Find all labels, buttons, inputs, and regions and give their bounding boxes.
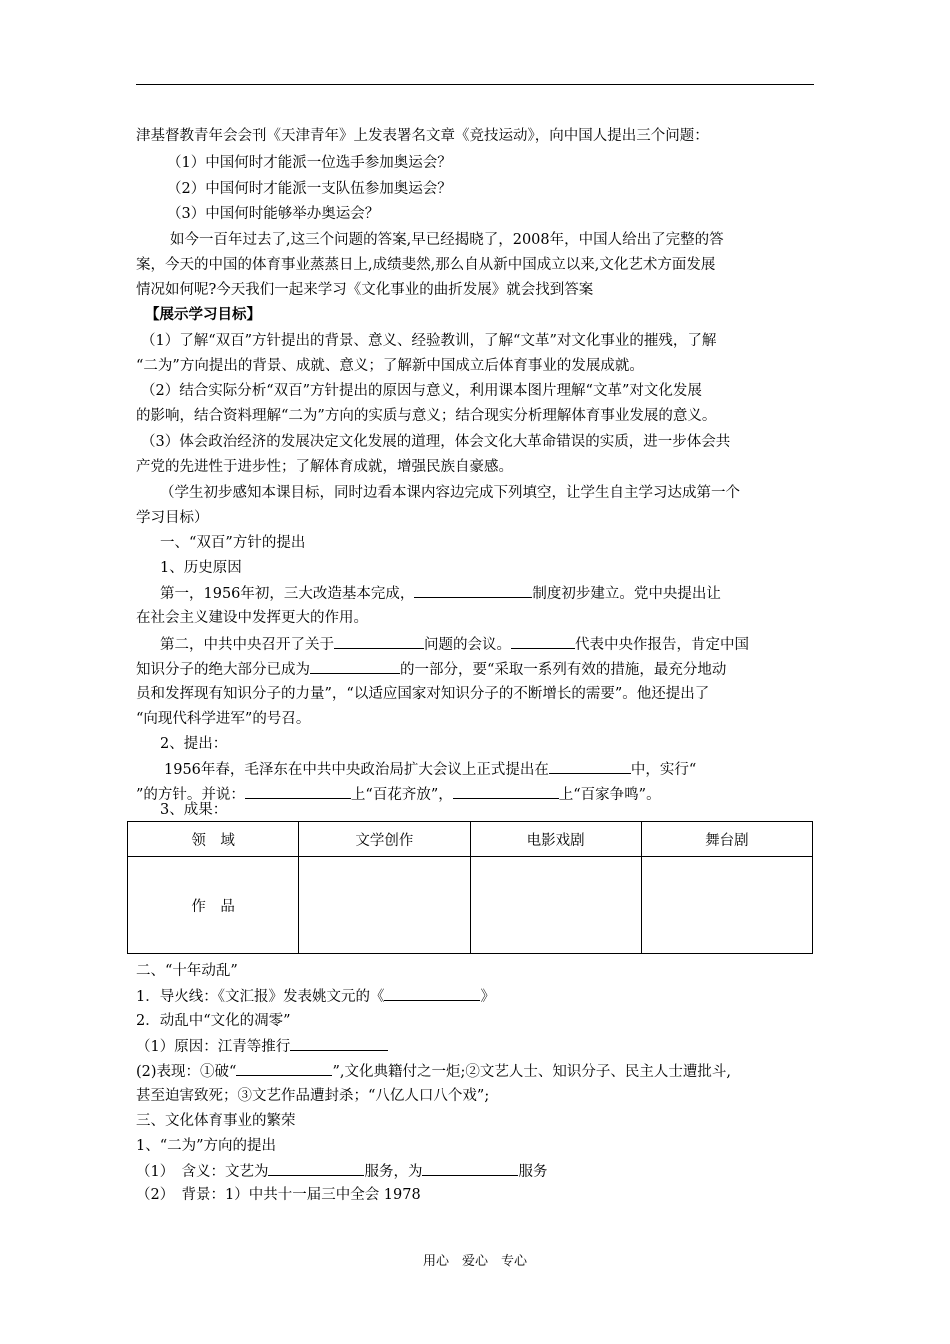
question-2: （2）中国何时才能派一支队伍参加奥运会？ <box>167 181 452 197</box>
table-cell-film-drama[interactable] <box>470 857 641 954</box>
propose-text-b: 中，实行“ <box>630 762 697 778</box>
fuse-text-a: 1．导火线：《文汇报》发表姚文元的《 <box>136 989 385 1005</box>
goal-1a: （1）了解“双百”方针提出的背景、意义、经验教训，了解“文革”对文化事业的摧残，了解 <box>141 333 717 349</box>
show-text-b: ”,文化典籍付之一炬;②文艺人士、知识分子、民主人士遭批斗, <box>332 1064 731 1080</box>
second-reason-text-e: 的一部分，要“采取一系列有效的措施，最充分地动 <box>400 662 727 678</box>
cause-line <box>136 1036 388 1057</box>
fill-blank[interactable] <box>245 784 351 799</box>
intro-paragraph-1: 如今一百年过去了,这三个问题的答案,早已经揭晓了，2008年，中国人给出了完整的答 <box>170 232 724 248</box>
first-reason-line <box>160 583 721 604</box>
background-line: （2） 背景：1）中共十一届三中全会 1978 <box>136 1187 421 1203</box>
second-reason-text-a: 第二，中共中央召开了关于 <box>160 637 334 653</box>
table-header-literature: 文学创作 <box>299 822 470 857</box>
table-header-domain: 领 域 <box>128 822 299 857</box>
table-header-stage: 舞台剧 <box>641 822 812 857</box>
second-reason-line-2 <box>136 659 726 680</box>
second-reason-line-3: 员和发挥现有知识分子的力量”，“以适应国家对知识分子的不断增长的需要”。他还提出了 <box>136 686 710 702</box>
results-table <box>127 821 813 954</box>
second-reason-line-4: “向现代科学进军”的号召。 <box>136 711 311 727</box>
result-title: 3、成果： <box>160 802 228 818</box>
show-line-2: 甚至迫害致死；③文艺作品遭封杀；“八亿人口八个戏”; <box>136 1088 490 1104</box>
fuse-line <box>136 986 495 1007</box>
note-line-a: （学生初步感知本课目标，同时边看本课内容边完成下列填空，让学生自主学习达成第一个 <box>160 485 740 501</box>
section-2-title: 二、“十年动乱” <box>136 963 238 979</box>
second-reason-text-b: 问题的会议。 <box>424 637 511 653</box>
meaning-line <box>136 1161 547 1182</box>
show-line-1 <box>136 1061 731 1082</box>
fill-blank[interactable] <box>334 634 424 649</box>
table-header-film-drama: 电影戏剧 <box>470 822 641 857</box>
goal-1b: “二为”方向提出的背景、成就、意义；了解新中国成立后体育事业的发展成就。 <box>136 358 644 374</box>
fill-blank[interactable] <box>310 659 400 674</box>
goal-3b: 产党的先进性于进步性；了解体育成就，增强民族自豪感。 <box>136 459 513 475</box>
propose-title: 2、提出： <box>160 736 228 752</box>
first-reason-text-b: 制度初步建立。党中央提出让 <box>532 586 721 602</box>
question-1: （1）中国何时才能派一位选手参加奥运会？ <box>167 155 452 171</box>
first-reason-text-a: 第一，1956年初，三大改造基本完成， <box>160 586 415 602</box>
fill-blank[interactable] <box>236 1061 332 1076</box>
propose-text-e: 上“百家争鸣”。 <box>558 787 661 803</box>
fill-blank[interactable] <box>268 1161 364 1176</box>
goal-3a: （3）体会政治经济的发展决定文化发展的道理，体会文化大革命错误的实质，进一步体会共 <box>141 434 731 450</box>
first-reason-line-2: 在社会主义建设中发挥更大的作用。 <box>136 610 368 626</box>
fill-blank[interactable] <box>290 1036 388 1051</box>
second-reason-line <box>160 634 749 655</box>
second-reason-text-d: 知识分子的绝大部分已成为 <box>136 662 310 678</box>
header-rule <box>136 84 814 85</box>
second-reason-text-c: 代表中央作报告，肯定中国 <box>575 637 749 653</box>
fill-blank[interactable] <box>384 986 480 1001</box>
section-3-sub-1: 1、“二为”方向的提出 <box>136 1138 277 1154</box>
section-1-title: 一、“双百”方针的提出 <box>160 535 306 551</box>
table-header-row <box>128 822 813 857</box>
table-cell-literature[interactable] <box>299 857 470 954</box>
propose-line-1 <box>164 759 696 780</box>
question-3: （3）中国何时能够举办奥运会？ <box>167 206 380 222</box>
meaning-text-b: 服务，为 <box>364 1164 423 1180</box>
section-3-title: 三、文化体育事业的繁荣 <box>136 1113 296 1129</box>
table-row <box>128 857 813 954</box>
propose-text-c: ”的方针。并说： <box>136 787 245 803</box>
cause-text: （1）原因：江青等推行 <box>136 1039 291 1055</box>
fill-blank[interactable] <box>511 634 575 649</box>
propose-text-a: 1956年春，毛泽东在中共中央政治局扩大会议上正式提出在 <box>164 762 549 778</box>
goal-2b: 的影响，结合资料理解“二为”方向的实质与意义；结合现实分析理解体育事业发展的意义。 <box>136 408 717 424</box>
goal-2a: （2）结合实际分析“双百”方针提出的原因与意义，利用课本图片理解“文革”对文化发展 <box>141 383 702 399</box>
note-line-b: 学习目标） <box>136 510 209 526</box>
reason-title: 1、历史原因 <box>160 560 242 576</box>
intro-line-1: 津基督教青年会会刊《天津青年》上发表署名文章《竞技运动》，向中国人提出三个问题： <box>136 128 709 144</box>
goals-heading: 【展示学习目标】 <box>145 306 261 323</box>
page-footer: 用心 爱心 专心 <box>422 1254 527 1269</box>
fill-blank[interactable] <box>422 1161 518 1176</box>
table-row-label: 作 品 <box>128 857 299 954</box>
meaning-text-a: （1） 含义：文艺为 <box>136 1164 269 1180</box>
intro-paragraph-2: 案，今天的中国的体育事业蒸蒸日上,成绩斐然,那么自从新中国成立以来,文化艺术方面发展 <box>136 257 716 273</box>
table-cell-stage[interactable] <box>641 857 812 954</box>
wither-line: 2．动乱中“文化的凋零” <box>136 1013 291 1029</box>
fill-blank[interactable] <box>414 583 532 598</box>
fill-blank[interactable] <box>549 759 631 774</box>
propose-text-d: 上“百花齐放”， <box>350 787 453 803</box>
fill-blank[interactable] <box>453 784 559 799</box>
meaning-text-c: 服务 <box>518 1164 548 1180</box>
fuse-text-b: 》 <box>480 989 495 1005</box>
intro-paragraph-3: 情况如何呢?今天我们一起来学习《文化事业的曲折发展》就会找到答案 <box>136 282 594 298</box>
show-text-a: (2)表现：①破“ <box>136 1064 237 1080</box>
